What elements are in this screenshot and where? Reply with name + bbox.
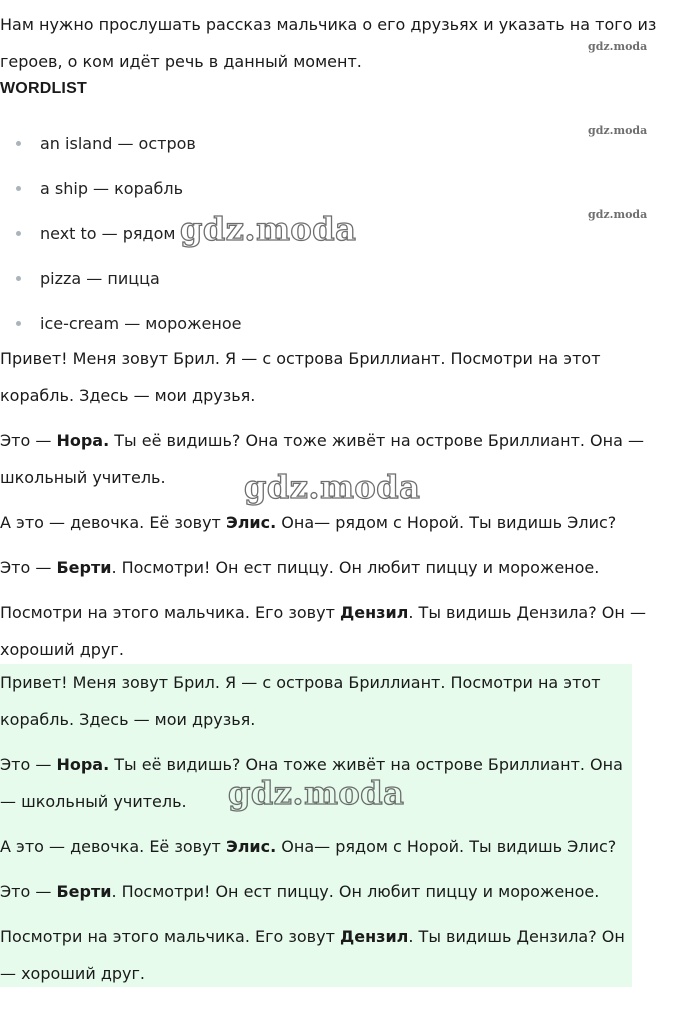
character-name: Элис.: [225, 837, 277, 856]
intro-text: Нам нужно прослушать рассказ мальчика о его друзьях и указать на того из героев, о ком идёт речь в данный момент.: [0, 15, 657, 71]
wordlist-item: a ship — корабль: [0, 166, 241, 211]
story-paragraph: Это — Берти. Посмотри! Он ест пиццу. Он любит пиццу и мороженое.: [0, 882, 600, 901]
character-name: Дензил: [339, 927, 409, 946]
wordlist-item: an island — остров: [0, 121, 241, 166]
bullet-icon: [16, 231, 21, 236]
story-paragraph: Привет! Меня зовут Брил. Я — с острова Бриллиант. Посмотри на этот корабль. Здесь — мои друзья.: [0, 673, 601, 729]
watermark-large: gdz.moda: [244, 468, 421, 506]
watermark-small: gdz.moda: [588, 124, 648, 137]
wordlist-item: next to — рядом: [0, 211, 241, 256]
character-name: Нора.: [56, 431, 110, 450]
bullet-icon: [16, 141, 21, 146]
character-name: Берти: [56, 882, 112, 901]
story-paragraph: Посмотри на этого мальчика. Его зовут Дензил. Ты видишь Дензила? Он — хороший друг.: [0, 927, 625, 983]
character-name: Берти: [56, 558, 112, 577]
watermark-small: gdz.moda: [588, 40, 648, 53]
watermark-large: gdz.moda: [180, 210, 357, 248]
story-paragraph: Посмотри на этого мальчика. Его зовут Дензил. Ты видишь Дензила? Он — хороший друг.: [0, 603, 646, 659]
wordlist-item: ice-cream — мороженое: [0, 301, 241, 346]
story-paragraph: Это — Берти. Посмотри! Он ест пиццу. Он любит пиццу и мороженое.: [0, 558, 600, 577]
character-name: Нора.: [56, 755, 110, 774]
character-name: Элис.: [225, 513, 277, 532]
story-paragraph: А это — девочка. Её зовут Элис. Она— рядом с Норой. Ты видишь Элис?: [0, 513, 617, 532]
watermark-large: gdz.moda: [228, 774, 405, 812]
story-paragraph: Это — Нора. Ты её видишь? Она тоже живёт на острове Бриллиант. Она — школьный учитель.: [0, 431, 644, 487]
bullet-icon: [16, 321, 21, 326]
watermark-small: gdz.moda: [588, 208, 648, 221]
wordlist-heading: WORDLIST: [0, 80, 87, 97]
character-name: Дензил: [339, 603, 409, 622]
wordlist-item: pizza — пицца: [0, 256, 241, 301]
story-paragraph: Это — Нора. Ты её видишь? Она тоже живёт на острове Бриллиант. Она — школьный учитель.: [0, 755, 623, 811]
story-paragraph: Привет! Меня зовут Брил. Я — с острова Бриллиант. Посмотри на этот корабль. Здесь — мои друзья.: [0, 349, 601, 405]
bullet-icon: [16, 276, 21, 281]
bullet-icon: [16, 186, 21, 191]
story-paragraph: А это — девочка. Её зовут Элис. Она— рядом с Норой. Ты видишь Элис?: [0, 837, 617, 856]
highlighted-answer-block: [0, 664, 632, 987]
